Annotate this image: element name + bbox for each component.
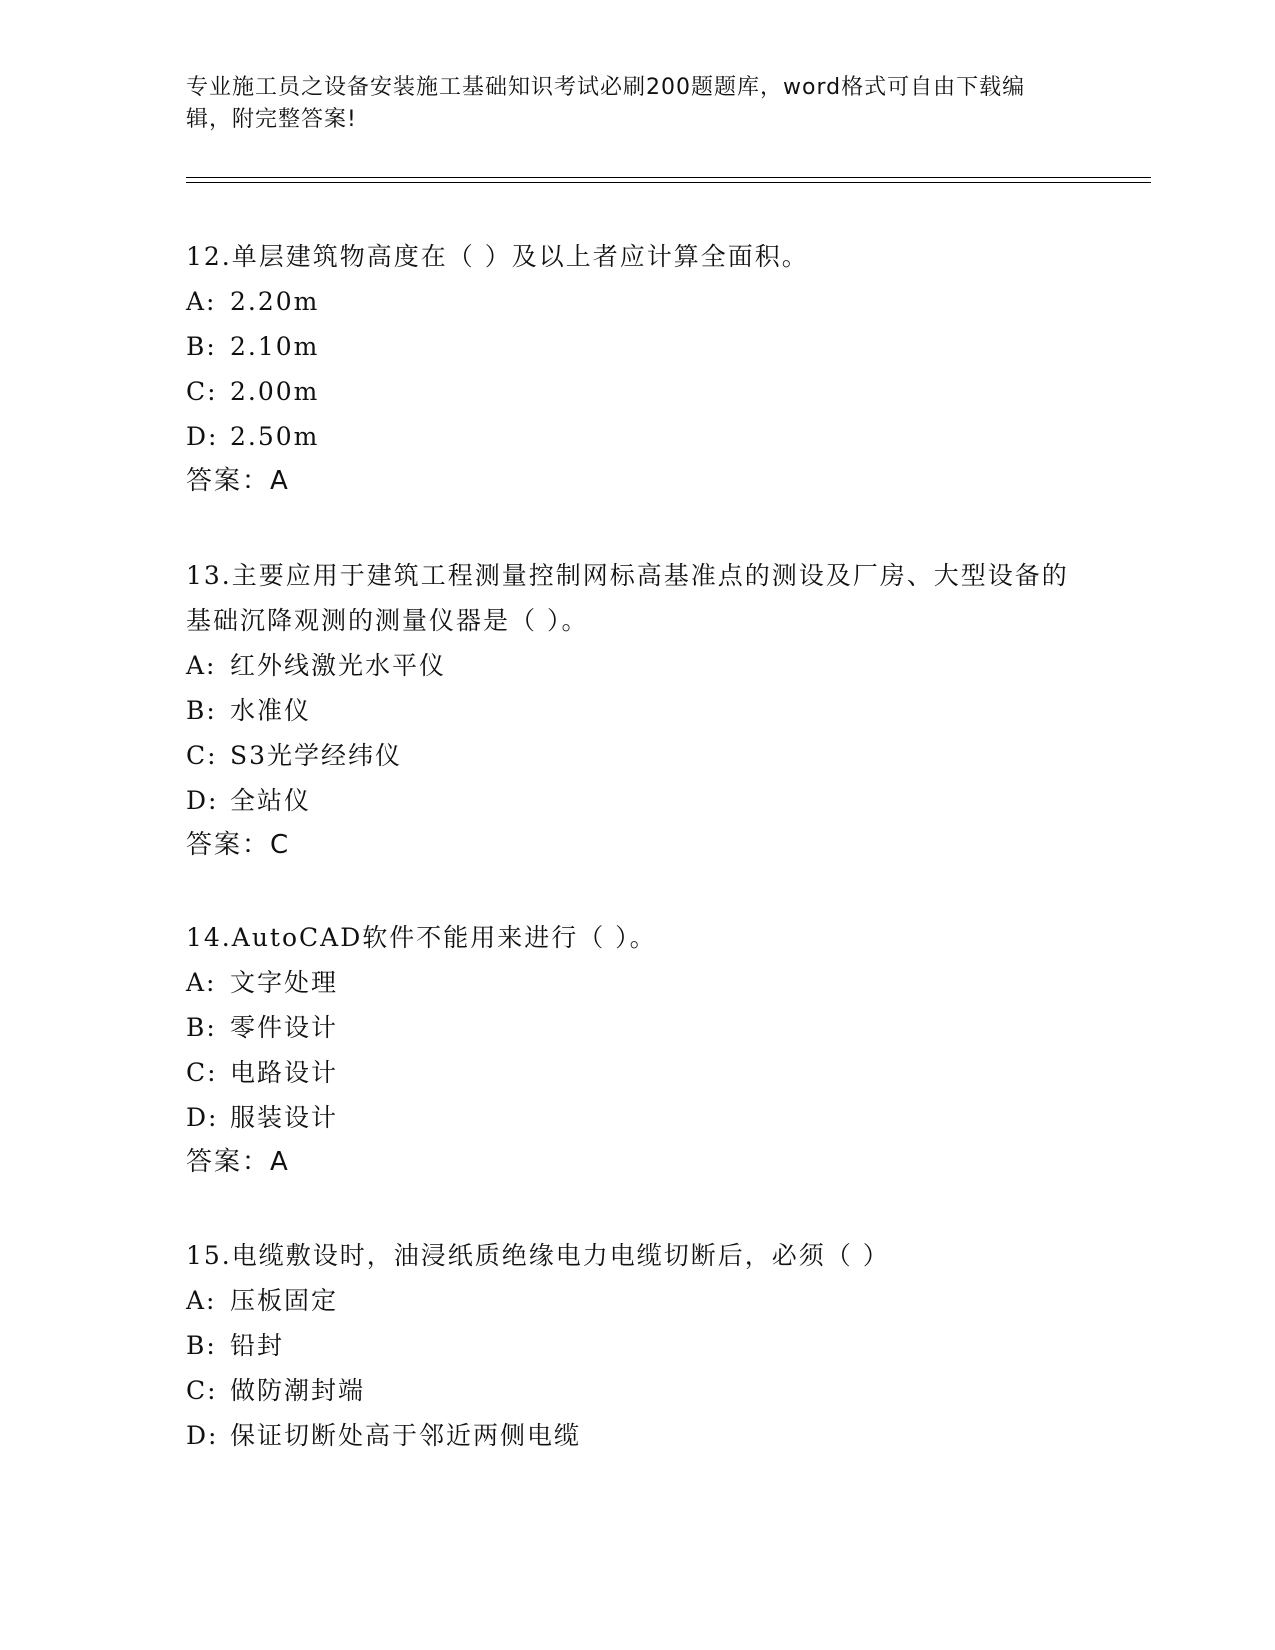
option-d <box>186 1413 1086 1458</box>
option-letter: C: <box>186 741 218 770</box>
option-b <box>186 1005 1086 1050</box>
header-divider-top <box>186 177 1151 178</box>
option-text: 水准仪 <box>230 696 312 725</box>
option-letter: D: <box>186 422 219 451</box>
option-text: 服装设计 <box>230 1103 339 1132</box>
option-a <box>186 960 1086 1005</box>
option-letter: D: <box>186 786 219 815</box>
option-c <box>186 733 1086 778</box>
option-letter: A: <box>186 968 217 997</box>
option-letter: C: <box>186 1058 218 1087</box>
option-letter: B: <box>186 332 217 361</box>
option-letter: C: <box>186 1376 218 1405</box>
question-12 <box>186 234 1086 504</box>
option-text: 做防潮封端 <box>230 1376 366 1405</box>
option-text: 全站仪 <box>230 786 312 815</box>
option-a <box>186 279 1086 324</box>
question-stem: 14.AutoCAD软件不能用来进行（ ）。 <box>186 923 657 952</box>
option-d <box>186 778 1086 823</box>
option-letter: B: <box>186 696 217 725</box>
option-text: 零件设计 <box>230 1013 339 1042</box>
option-letter: B: <box>186 1331 217 1360</box>
question-stem: 15.电缆敷设时，油浸纸质绝缘电力电缆切断后，必须（ ） <box>186 1241 890 1270</box>
option-text: S3光学经纬仪 <box>230 741 403 770</box>
option-text: 2.50m <box>230 422 320 451</box>
option-a <box>186 1278 1086 1323</box>
option-text: 文字处理 <box>230 968 339 997</box>
option-text: 电路设计 <box>230 1058 339 1087</box>
option-text: 2.20m <box>230 287 320 316</box>
question-stem: 12.单层建筑物高度在（ ）及以上者应计算全面积。 <box>186 242 809 271</box>
option-text: 2.00m <box>230 377 320 406</box>
option-c <box>186 369 1086 414</box>
option-letter: D: <box>186 1103 219 1132</box>
question-stem: 13.主要应用于建筑工程测量控制网标高基准点的测设及厂房、大型设备的基础沉降观测的测量仪器是（ ）。 <box>186 561 1069 635</box>
option-text: 保证切断处高于邻近两侧电缆 <box>230 1421 582 1450</box>
option-text: 红外线激光水平仪 <box>230 651 447 680</box>
header-divider-bottom <box>186 182 1151 183</box>
option-c <box>186 1368 1086 1413</box>
option-a <box>186 643 1086 688</box>
answer-line: 答案：A <box>186 1147 290 1177</box>
question-15 <box>186 1233 1086 1458</box>
option-b <box>186 324 1086 369</box>
question-14 <box>186 915 1086 1185</box>
option-text: 铅封 <box>230 1331 285 1360</box>
question-13 <box>186 553 1086 868</box>
option-d <box>186 414 1086 459</box>
option-b <box>186 1323 1086 1368</box>
option-letter: A: <box>186 1286 217 1315</box>
option-text: 2.10m <box>230 332 320 361</box>
option-d <box>186 1095 1086 1140</box>
answer-line: 答案：C <box>186 830 291 860</box>
option-letter: C: <box>186 377 218 406</box>
option-letter: A: <box>186 287 217 316</box>
document-header: 专业施工员之设备安装施工基础知识考试必刷200题题库，word格式可自由下载编辑，附完整答案! <box>186 75 1026 132</box>
option-text: 压板固定 <box>230 1286 339 1315</box>
option-letter: B: <box>186 1013 217 1042</box>
option-letter: D: <box>186 1421 219 1450</box>
option-letter: A: <box>186 651 217 680</box>
option-c <box>186 1050 1086 1095</box>
answer-line: 答案：A <box>186 466 290 496</box>
option-b <box>186 688 1086 733</box>
